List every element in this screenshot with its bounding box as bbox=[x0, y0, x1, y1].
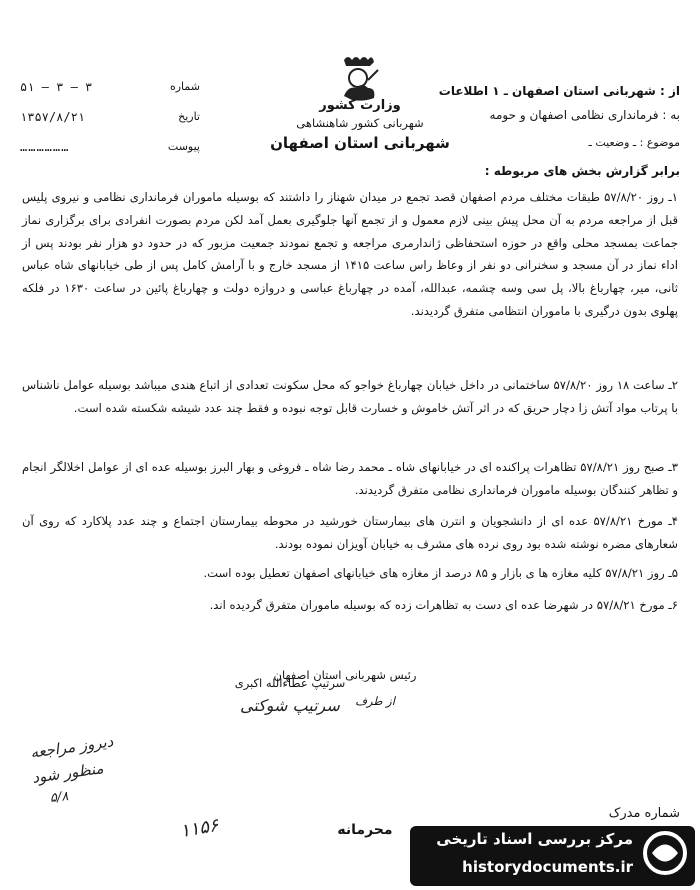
document-number-label: شماره مدرک bbox=[608, 806, 680, 821]
date-label: تاریخ bbox=[178, 110, 200, 123]
archive-watermark bbox=[410, 826, 695, 886]
paragraph-2: ۲ـ ساعت ۱۸ روز ۵۷/۸/۲۰ ساختمانی در داخل خیابان چهارباغ خواجو که محل سکونت تعدادی از اتباع هندی میباشد بوسیله عوامل ناشناس با پرتاب مواد آتش زا دچار حریق که در اثر آتش خاموش و خسارت قابل توجه نبوده و فقط چند عدد شیشه شکسته شده است. bbox=[22, 378, 678, 415]
page-mark: ۱۱۵۶ bbox=[178, 814, 221, 843]
date-value: ۱۳۵۷/۸/۲۱ bbox=[20, 110, 86, 124]
number-value: ۵۱ — ۳ — ۳ bbox=[20, 80, 93, 94]
archive-logo-icon bbox=[642, 830, 688, 876]
paragraph-4: ۴ـ مورخ ۵۷/۸/۲۱ عده ای از دانشجویان و انترن های بیمارستان خورشید در محوطه بیمارستان اجتماع و چند عدد پلاکارد که روی آن شعارهای مضره نوشته شده بود روی نرده های مشرف به خیابان آویزان نموده بودند. bbox=[22, 514, 678, 551]
right-signatory-title: رئیس شهربانی استان اصفهان bbox=[273, 668, 417, 682]
number-label: شماره bbox=[169, 80, 200, 93]
number-row bbox=[20, 80, 200, 94]
right-signatory-sub: از طرف bbox=[355, 694, 395, 708]
country-police-title: شهربانی کشور شاهنشاهی bbox=[296, 116, 424, 130]
subject-line: موضوع : ـ وضعیت ـ bbox=[588, 136, 680, 149]
salutation: برابر گزارش بخش های مربوطه : bbox=[484, 164, 680, 178]
lion-and-sun-emblem-icon bbox=[334, 52, 382, 104]
margin-note-3: ۵/۸ bbox=[49, 789, 70, 806]
attachment-row bbox=[20, 140, 200, 154]
from-line: از : شهربانی استان اصفهان ـ ۱ اطلاعات bbox=[438, 84, 680, 98]
province-police-title: شهربانی استان اصفهان bbox=[270, 134, 450, 152]
paragraph-1: ۱ـ روز ۵۷/۸/۲۰ طبقات مختلف مردم اصفهان قصد تجمع در میدان شهناز را داشتند که بوسیله ماموران فرمانداری نظامی و نیروی پلیس قبل از مراجعه مردم به آن محل پیش بینی لازم معمول و از تجمع آنها جلوگیری بعمل آمد لکن مردم بصورت انفرادی برای برگزاری نماز جماعت بمسجد محلی واقع در حوزه استحفاظی ژاندارمری مراجعه و تجمع نمودند جمعیت مزبور که در حدود دو هزار نفر بودند پس از اداء نماز در آن مسجد و سخنرانی دو نفر از وعاظ راس ساعت ۱۴۱۵ از مسجد خارج و با آرامش کامل پس از طی خیابانهای شاه عباس ثانی، میر، چهارباغ بالا، پل سی وسه چشمه، عبدالله، آمده در چهارباغ عباسی و دروازه دولت و چهارباغ پائین در ساعت ۱۶۳۰ در فلکه پهلوی بدون درگیری با ماموران انتظامی متفرق گردیدند. bbox=[22, 190, 679, 318]
attachment-label: پیوست bbox=[167, 140, 200, 153]
paragraph-6: ۶ـ مورخ ۵۷/۸/۲۱ در شهرضا عده ای دست به تظاهرات زده که بوسیله ماموران متفرق گردیده اند. bbox=[209, 598, 678, 612]
ministry-title: وزارت کشور bbox=[319, 98, 401, 113]
left-signatory-title: سرتیپ عطاءالله اکبری bbox=[234, 676, 346, 690]
signature-scribble: سرتیپ شوکتی bbox=[240, 696, 340, 715]
paragraph-5: ۵ـ روز ۵۷/۸/۲۱ کلیه مغازه ها ی بازار و ۸۵ درصد از مغازه های خیابانهای اصفهان تعطیل بوده است. bbox=[203, 566, 678, 580]
classification-label: محرمانه bbox=[337, 822, 393, 838]
date-row bbox=[20, 110, 200, 124]
paragraph-3: ۳ـ صبح روز ۵۷/۸/۲۱ تظاهرات پراکنده ای در خیابانهای شاه ـ محمد رضا شاه ـ فروغی و بهار البرز بوسیله عده ای از عوامل اخلالگر انجام و تظاهر کنندگان بوسیله ماموران فرمانداری نظامی متفرق گردیدند. bbox=[22, 460, 678, 497]
margin-note-1: دیروز مراجعه bbox=[29, 732, 115, 762]
watermark-url: historydocuments.ir bbox=[462, 858, 633, 876]
margin-note-2: منظور شود bbox=[31, 759, 105, 787]
watermark-title: مرکز بررسی اسناد تاریخی bbox=[436, 830, 633, 848]
to-line: به : فرمانداری نظامی اصفهان و حومه bbox=[489, 108, 680, 122]
attachment-value: ……………… bbox=[20, 140, 70, 154]
